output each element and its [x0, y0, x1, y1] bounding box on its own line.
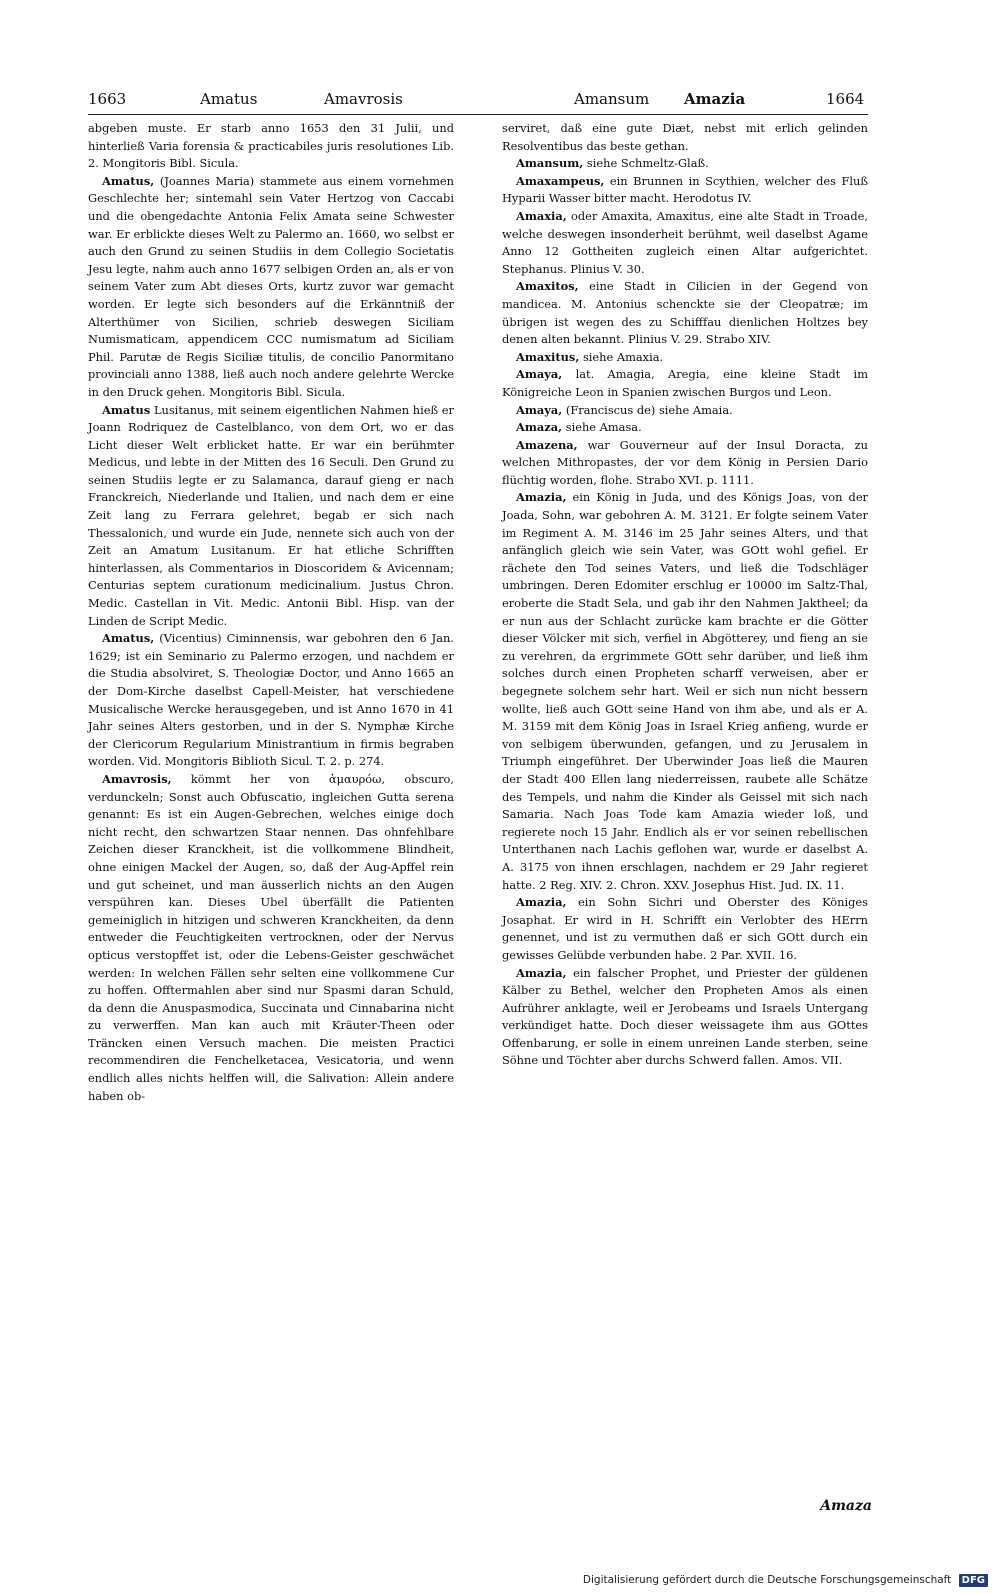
entry-text: siehe Amaxia.: [582, 349, 664, 364]
entry-text: serviret, daß eine gute Diæt, nebst mit erlich gelinden Resolventibus das beste gethan.: [502, 121, 868, 153]
lexicon-entry: [88, 630, 454, 771]
entry-lemma: Amaza,: [516, 420, 563, 435]
lexicon-entry: [502, 120, 868, 155]
entry-lemma: Amaya,: [516, 402, 563, 417]
lexicon-entry: [502, 402, 868, 420]
entry-text: kömmt her von ἀμαυρόω, obscuro, verdunckeln; Sonst auch Obfuscatio, ingleichen Gutta serena genannt: Es ist ein Augen-Gebrechen, welches einige doch nicht recht, den schwartzen Staar nennen. Das ohnfehlbare Zeichen dieser Kranckheit, ist die vollkommene Blindheit, ohne einigen Mackel der Augen, so, daß der Aug-Apffel rein und gut scheinet, und man äusserlich nichts an den Augen verspühren kan. Dieses Ubel überfällt die Patienten gemeiniglich in hitzigen und schweren Kranckheiten, da denn entweder die Feuchtigkeiten vertrocknen, oder der Nervus opticus verstopffet ist, oder die Lebens-Geister geschwächet werden: In welchen Fällen sehr selten eine vollkommene Cur zu hoffen. Offtermahlen aber sind nur Spasmi daran Schuld, da denn die Anuspasmodica, Succinata und Cinnabarina nicht zu verwerffen. Man kan auch mit Kräuter-Theen oder Träncken einen Versuch machen. Die meisten Practici recommendiren die Fenchelketacea, Vesicatoria, und wenn endlich alles nichts helffen will, die Salivation: Allein andere haben ob-: [88, 771, 454, 1103]
lexicon-entry: [502, 366, 868, 401]
lexicon-entry: [88, 402, 454, 631]
entry-lemma: Amaxia,: [516, 208, 567, 223]
footer-credit: [583, 1574, 988, 1587]
running-header: [88, 86, 868, 112]
entry-text: Lusitanus, mit seinem eigentlichen Nahmen hieß er Joann Rodriquez de Castelblanco, von dem Ort, wo er das Licht dieser Welt erblicket hatte. Er war ein berühmter Medicus, und lebte in der Mitten des 16 Seculi. Den Grund zu seinen Studiis legte er zu Salamanca, darauf gieng er nach Franckreich, Niederlande und Italien, und nach dem er eine Zeit lang zu Ferrara gelehret, begab er sich nach Thessalonich, und wurde ein Jude, nennete sich auch von der Zeit an Amatum Lusitanum. Er hat etliche Schrifften hinterlassen, als Commentarios in Dioscoridem & Avicennam; Centurias septem curationum medicinalium. Justus Chron. Medic. Castellan in Vit. Medic. Antonii Bibl. Hisp. van der Linden de Script Medic.: [88, 402, 454, 628]
header-word-3: Amansum: [574, 90, 650, 108]
header-word-4: Amazia: [684, 90, 746, 108]
page-number-left: 1663: [88, 90, 127, 108]
header-word-2: Amavrosis: [324, 90, 403, 108]
entry-lemma: Amatus,: [102, 631, 155, 646]
entry-lemma: Amazia,: [516, 895, 567, 910]
lexicon-entry: [502, 349, 868, 367]
entry-lemma: Amazena,: [516, 437, 578, 452]
entry-text: ein Sohn Sichri und Oberster des Königes Josaphat. Er wird in H. Schrifft ein Verlobter des HErrn genennet, und ist zu vermuthen daß er sich GOtt durch ein gewisses Gelübde verbunden habe. 2 Par. XVII. 16.: [502, 895, 869, 962]
entry-text: war Gouverneur auf der Insul Doracta, zu welchen Mithropastes, der vor dem König in Persien Dario flüchtig worden, flohe. Strabo XVI. p. 1111.: [502, 437, 868, 487]
entry-lemma: Amaya,: [516, 367, 563, 382]
entry-text: ein König in Juda, und des Königs Joas, von der Joada, Sohn, war gebohren A. M. 3121. Er folgte seinem Vater im Regiment A. M. 3146 im 25 Jahr seines Alters, und that anfänglich gleich wie sein Vater, was GOtt wohl gefiel. Er rächete den Tod seines Vaters, und ließ die Todschläger umbringen. Deren Edomiter erschlug er 10000 im Saltz-Thal, eroberte die Stadt Sela, und gab ihr den Nahmen Jaktheel; da er nun aus der Schlacht zurücke kam brachte er die Götter dieser Völcker mit sich, verfiel in Abgötterey, und fieng an sie zu verehren, da ergrimmete GOtt sehr darüber, und ließ ihm solches durch einen Propheten scharff verweisen, aber er begegnete solchem sehr hart. Weil er sich nun nicht bessern wollte, ließ auch GOtt seine Hand von ihm abe, und als er A. M. 3159 mit dem König Joas in Israel Krieg anfieng, wurde er von selbigem überwunden, gefangen, und zu Jerusalem in Triumph eingeführet. Der Uberwinder Joas ließ die Mauren der Stadt 400 Ellen lang niederreissen, raubete alle Schätze des Tempels, und nahm die Kinder als Geissel mit sich nach Samaria. Nach Joas Tode kam Amazia wieder loß, und regierete noch 15 Jahr. Endlich als er vor seinen rebellischen Unterthanen nach Lachis geflohen war, wurde er daselbst A. A. 3175 von ihnen erschlagen, nachdem er 29 Jahr regieret hatte. 2 Reg. XIV. 2. Chron. XXV. Josephus Hist. Jud. IX. 11.: [502, 490, 869, 892]
lexicon-entry: [502, 489, 868, 894]
header-rule: [88, 114, 868, 115]
entry-lemma: Amazia,: [516, 490, 567, 505]
entry-text: oder Amaxita, Amaxitus, eine alte Stadt in Troade, welche deswegen insonderheit berühmt, weil daselbst Agame Anno 12 Gottheiten zugleich einen Altar aufgerichtet. Stephanus. Plinius V. 30.: [502, 208, 868, 276]
entry-lemma: Amaxampeus,: [516, 173, 605, 188]
header-word-1: Amatus: [200, 90, 258, 108]
entry-text: ein Brunnen in Scythien, welcher des Fluß Hyparii Wasser bitter macht. Herodotus IV.: [502, 173, 869, 206]
entry-text: siehe Schmeltz-Glaß.: [586, 156, 709, 171]
entry-lemma: Amazia,: [516, 965, 567, 980]
entry-lemma: Amatus,: [102, 173, 155, 188]
right-column: [502, 120, 868, 1070]
dfg-logo: DFG: [959, 1574, 988, 1587]
lexicon-entry: [88, 120, 454, 173]
lexicon-entry: [502, 208, 868, 278]
entry-text: lat. Amagia, Aregia, eine kleine Stadt im Königreiche Leon in Spanien zwischen Burgos und Leon.: [502, 367, 869, 399]
entry-lemma: Amaxitos,: [516, 279, 579, 294]
lexicon-entry: [502, 155, 868, 173]
lexicon-entry: [88, 771, 454, 1105]
entry-text: (Vicentius) Ciminnensis, war gebohren den 6 Jan. 1629; ist ein Seminario zu Palermo erzogen, und nachdem er die Studia absolviret, S. Theologiæ Doctor, und Anno 1665 an der Dom-Kirche daselbst Capell-Meister, hat verschiedene Musicalische Wercke herausgegeben, und ist Anno 1670 in 41 Jahr seines Alters gestorben, und in der S. Nymphæ Kirche der Clericorum Regularium Ministrantium in firmis begraben worden. Vid. Mongitoris Biblioth Sicul. T. 2. p. 274.: [88, 631, 455, 769]
entry-lemma: Amansum,: [516, 156, 584, 171]
lexicon-entry: [502, 894, 868, 964]
entry-lemma: Amatus: [102, 402, 151, 417]
lexicon-page: [88, 86, 872, 1566]
entry-text: abgeben muste. Er starb anno 1653 den 31 Julii, und hinterließ Varia forensia & practicabiles juris resolutiones Lib. 2. Mongitoris Bibl. Sicula.: [88, 121, 454, 171]
lexicon-entry: [502, 965, 868, 1071]
entry-lemma: Amavrosis,: [102, 771, 172, 786]
left-column: [88, 120, 454, 1105]
entry-lemma: Amaxitus,: [516, 349, 580, 364]
page-number-right: 1664: [826, 90, 865, 108]
entry-text: siehe Amasa.: [565, 420, 642, 435]
lexicon-entry: [88, 173, 454, 402]
entry-text: (Joannes Maria) stammete aus einem vornehmen Geschlechte her; sintemahl sein Vater Hertzog von Caccabi und die obengedachte Antonia Felix Amata seine Schwester war. Er erblickte dieses Welt zu Palermo an. 1660, wo selbst er auch den Grund zu seinen Studiis in dem Collegio Societatis Jesu legte, nahm auch anno 1677 selbigen Orden an, als er von seinem Vater zum Abt dieses Orts, kurtz zuvor war gemacht worden. Er legte sich besonders auf die Erkänntniß der Alterthümer von Sicilien, schrieb deswegen Siciliam Numismaticam, appendicem CCC numismatum ad Siciliam Phil. Parutæ de Regis Siciliæ titulis, de concilio Panormitano provinciali anno 1388, ließ auch noch andere gelehrte Wercke in den Druck gehen. Mongitoris Bibl. Sicula.: [88, 173, 455, 399]
lexicon-entry: [502, 173, 868, 208]
entry-text: eine Stadt in Cilicien in der Gegend von mandicea. M. Antonius schenckte sie der Cleopatræ; im übrigen ist wegen des zu Schifffau dienlichen Holtzes bey denen alten bekannt. Plinius V. 29. Strabo XIV.: [502, 279, 869, 347]
catchword: Amaza: [820, 1498, 872, 1514]
lexicon-entry: [502, 278, 868, 348]
footer-text: Digitalisierung gefördert durch die Deutsche Forschungsgemeinschaft: [582, 1574, 952, 1586]
lexicon-entry: [502, 419, 868, 437]
entry-text: ein falscher Prophet, und Priester der güldenen Kälber zu Bethel, welcher den Propheten Amos als einen Aufrührer anklagte, weil er Jerobeams und Israels Untergang verkündiget hatte. Doch dieser weissagete ihm aus GOttes Offenbarung, er solle in einem unreinen Lande sterben, seine Söhne und Töchter aber durchs Schwerd fallen. Amos. VII.: [502, 965, 868, 1068]
lexicon-entry: [502, 437, 868, 490]
entry-text: (Franciscus de) siehe Amaia.: [565, 402, 733, 417]
